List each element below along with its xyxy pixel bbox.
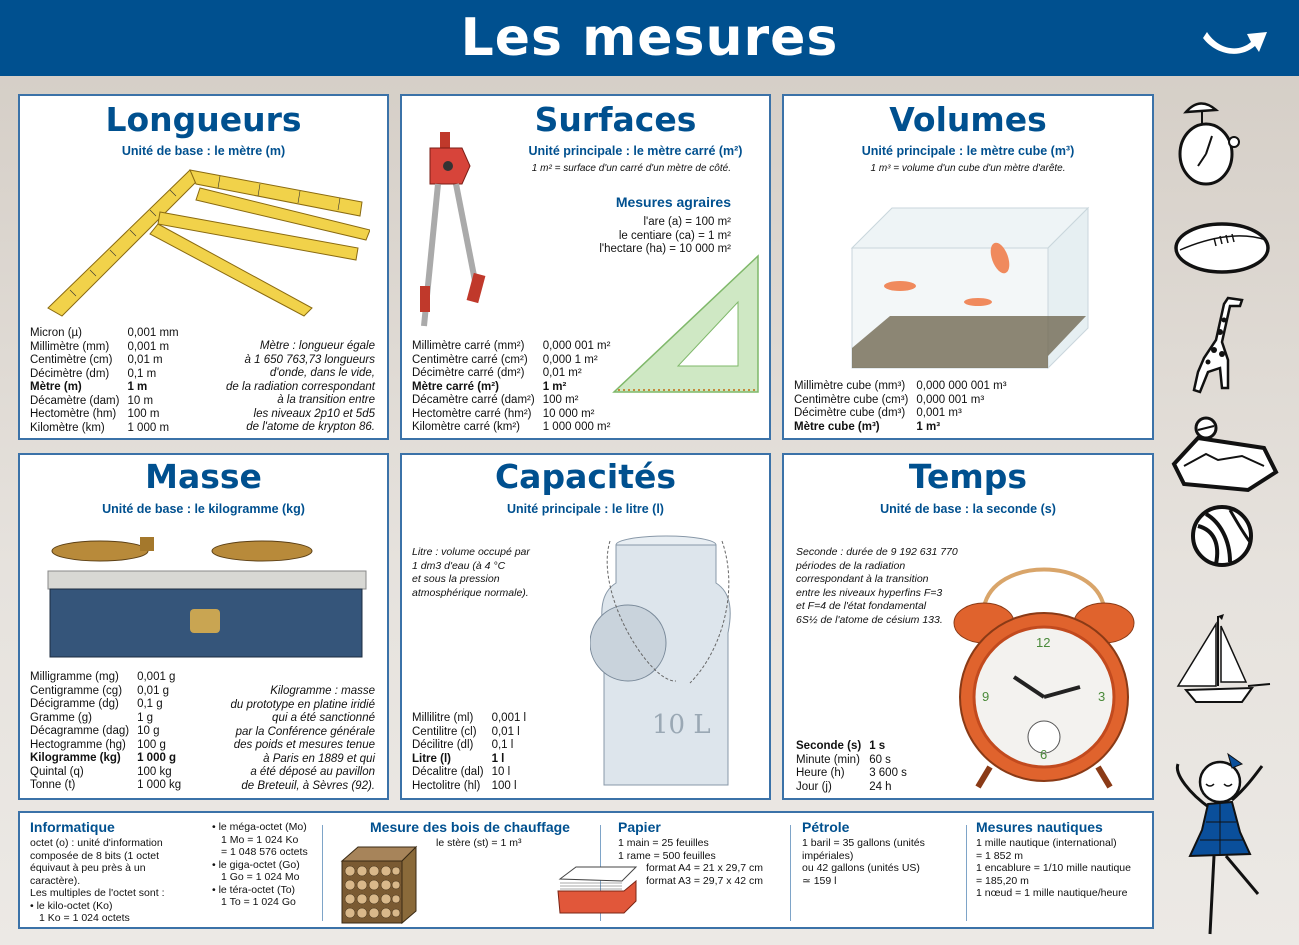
- text-line: et F=4 de l'état fondamental: [796, 600, 927, 612]
- set-square-illustration: [612, 254, 762, 394]
- unit-row: [412, 712, 526, 726]
- text-line: à la transition entre: [277, 394, 375, 406]
- text-line: l'are (a) = 100 m²: [643, 216, 731, 228]
- unit-name: Kilomètre (km): [30, 421, 105, 434]
- unit-value: 10 000 m²: [542, 407, 595, 420]
- unit-row: [796, 767, 907, 781]
- text-line: les niveaux 2p10 et 5d5: [253, 407, 375, 420]
- panel-masse: [18, 453, 389, 800]
- text-line: atmosphérique normale).: [412, 586, 529, 599]
- octet-multiple-label: • le kilo-octet (Ko): [30, 899, 113, 912]
- curved-arrow-right-icon[interactable]: [1203, 18, 1271, 60]
- unit-name: Milligramme (mg): [30, 671, 119, 683]
- nautiques-lines: [976, 837, 1131, 900]
- unit-name: Mètre carré (m²): [412, 380, 499, 393]
- panel-title: Volumes: [889, 100, 1047, 139]
- seconde-definition: [796, 546, 958, 627]
- unit-value: 0,1 g: [137, 698, 163, 710]
- unit-row: [796, 740, 907, 754]
- unit-value: 0,000 000 001 m³: [916, 380, 1007, 392]
- text-line: a été déposé au pavillon: [250, 766, 375, 778]
- alarm-clock-illustration: [944, 547, 1144, 797]
- unit-value: 1 s: [869, 740, 886, 752]
- unit-name: Seconde (s): [796, 740, 862, 752]
- octet-multiple-value: 1 To = 1 024 Go: [221, 896, 296, 908]
- unit-row: [30, 685, 181, 699]
- unit-name: Millimètre cube (mm³): [794, 380, 906, 392]
- litre-definition: [412, 546, 530, 600]
- panel-title: Surfaces: [534, 100, 697, 139]
- unit-name: Kilomètre carré (km²): [412, 421, 520, 433]
- unit-row: [30, 752, 181, 766]
- text-line: = 185,20 m: [976, 874, 1029, 887]
- text-line: impériales): [802, 849, 854, 862]
- divider: [966, 825, 967, 921]
- unit-name: Décimètre carré (dm²): [412, 367, 525, 379]
- unit-row: [796, 754, 907, 768]
- section-petrole: [802, 819, 925, 887]
- unit-row: [412, 340, 610, 354]
- text-line: de la radiation correspondant: [226, 380, 375, 393]
- unit-value: 0,001 l: [491, 712, 527, 724]
- text-line: 6S½ de l'atome de césium 133.: [796, 613, 943, 626]
- papier-formats: [646, 862, 763, 887]
- panel-subtitle: Unité principale : le mètre cube (m³): [861, 144, 1075, 158]
- unit-name: Kilogramme (kg): [30, 752, 121, 764]
- volumes-unit-table: [794, 380, 1007, 434]
- unit-value: 0,000 1 m²: [542, 353, 598, 366]
- panel-capacites: [400, 453, 771, 800]
- unit-row: [30, 725, 181, 739]
- unit-row: [30, 327, 179, 341]
- unit-value: 0,01 l: [491, 725, 520, 738]
- petrole-lines: [802, 837, 925, 887]
- unit-value: 0,001 mm: [127, 327, 179, 339]
- unit-name: Millimètre carré (mm²): [412, 340, 525, 352]
- octet-multiple-value: 1 Go = 1 024 Mo: [221, 871, 300, 883]
- divider: [322, 825, 323, 921]
- unit-value: 1 000 g: [137, 752, 177, 764]
- svg-text:3: 3: [1098, 689, 1106, 704]
- milk-can-illustration: [590, 533, 740, 795]
- text-line: le centiare (ca) = 1 m²: [618, 229, 731, 242]
- unit-value: 10 g: [137, 725, 160, 737]
- informatique-multiples: [212, 821, 308, 925]
- m3-definition: 1 m³ = volume d'un cube d'un mètre d'arête.: [870, 163, 1066, 174]
- unit-name: Millimètre (mm): [30, 340, 110, 353]
- text-line: à Paris en 1889 et qui: [263, 752, 375, 765]
- unit-value: 10 l: [491, 766, 511, 778]
- volleyball-doodle-icon: [1190, 504, 1254, 568]
- unit-name: Centimètre carré (cm²): [412, 353, 528, 366]
- rugby-ball-doodle-icon: [1172, 220, 1272, 276]
- unit-value: 0,01 m: [127, 354, 163, 366]
- panel-subtitle: Unité de base : le mètre (m): [121, 144, 286, 158]
- svg-text:10 L: 10 L: [652, 710, 711, 740]
- panel-surfaces: [400, 94, 771, 440]
- text-line: de l'atome de krypton 86.: [246, 421, 375, 433]
- panel-title: Masse: [145, 457, 262, 496]
- unit-value: 1 m: [127, 381, 148, 393]
- unit-name: Hectogramme (hg): [30, 738, 126, 751]
- metre-definition: [226, 340, 375, 435]
- unit-value: 0,000 001 m³: [916, 393, 985, 406]
- text-line: entre les niveaux hyperfins F=3: [796, 586, 943, 599]
- unit-value: 1 m³: [916, 420, 941, 433]
- unit-value: 0,1 l: [491, 739, 514, 751]
- unit-row: [30, 341, 179, 355]
- text-line: 1 dm3 d'eau (à 4 °C: [412, 559, 506, 572]
- unit-name: Décilitre (dl): [412, 739, 474, 751]
- unit-value: 0,1 m: [127, 367, 157, 380]
- side-doodles: [1162, 80, 1299, 945]
- unit-name: Décagramme (dag): [30, 725, 130, 737]
- compass-illustration: [412, 126, 492, 336]
- unit-name: Décimètre (dm): [30, 367, 110, 380]
- unit-row: [30, 381, 179, 395]
- text-line: = 1 852 m: [976, 849, 1023, 862]
- unit-row: [412, 421, 610, 435]
- unit-row: [412, 780, 526, 794]
- text-line: 1 rame = 500 feuilles: [618, 849, 716, 862]
- text-line: 1 main = 25 feuilles: [618, 837, 709, 849]
- unit-name: Hectomètre carré (hm²): [412, 407, 532, 420]
- panel-volumes: [782, 94, 1154, 440]
- unit-name: Décalitre (dal): [412, 766, 484, 778]
- text-line: octet (o) : unité d'information: [30, 837, 163, 849]
- unit-name: Hectolitre (hl): [412, 779, 481, 792]
- surfaces-unit-table: [412, 340, 610, 435]
- unit-name: Décigramme (dg): [30, 698, 119, 710]
- unit-value: 0,001 m³: [916, 407, 962, 419]
- section-mesures-nautiques: [976, 819, 1131, 900]
- unit-name: Quintal (q): [30, 765, 84, 778]
- panel-subtitle: Unité principale : le mètre carré (m²): [528, 144, 743, 158]
- panel-title: Temps: [908, 457, 1028, 496]
- unit-name: Mètre cube (m³): [794, 420, 880, 433]
- papier-lines: [618, 837, 763, 862]
- unit-name: Tonne (t): [30, 779, 76, 791]
- unit-row: [412, 381, 610, 395]
- panel-temps: [782, 453, 1154, 800]
- text-line: Kilogramme : masse: [270, 685, 375, 697]
- woodpile-illustration: [338, 845, 418, 925]
- unit-row: [412, 354, 610, 368]
- fish-tank-illustration: [850, 206, 1090, 370]
- octet-multiple-value: 1 Ko = 1 024 octets: [39, 912, 130, 924]
- bois-stere: le stère (st) = 1 m³: [436, 837, 522, 849]
- unit-row: [794, 407, 1007, 421]
- page-title: Les mesures: [460, 8, 839, 68]
- unit-name: Centilitre (cl): [412, 725, 477, 738]
- unit-row: [30, 354, 179, 368]
- text-line: Les multiples de l'octet sont :: [30, 887, 165, 899]
- giraffe-doodle-icon: [1188, 292, 1248, 396]
- unit-name: Centigramme (cg): [30, 684, 123, 697]
- octet-multiple-label: • le giga-octet (Go): [212, 858, 300, 871]
- unit-name: Minute (min): [796, 753, 860, 766]
- unit-row: [412, 367, 610, 381]
- octet-multiple: [212, 859, 308, 884]
- octet-multiple-label: • le méga-octet (Mo): [212, 821, 307, 833]
- text-line: des poids et mesures tenue: [233, 739, 375, 751]
- divider: [790, 825, 791, 921]
- svg-text:6: 6: [1040, 747, 1048, 762]
- text-line: format A4 = 21 x 29,7 cm: [646, 862, 764, 874]
- section-bois-chauffage: [370, 819, 570, 850]
- unit-value: 0,01 g: [137, 684, 170, 697]
- unit-row: [30, 779, 181, 793]
- svg-text:12: 12: [1036, 635, 1051, 650]
- text-line: qui a été sanctionné: [272, 712, 375, 724]
- section-informatique: [30, 819, 308, 925]
- panel-title: Capacités: [494, 457, 677, 496]
- panel-longueurs: [18, 94, 389, 440]
- text-line: Seconde : durée de 9 192 631 770: [796, 546, 958, 558]
- unit-row: [412, 766, 526, 780]
- text-line: caractère).: [30, 874, 81, 887]
- panel-subtitle: Unité de base : la seconde (s): [880, 502, 1056, 516]
- unit-value: 1 000 kg: [137, 779, 182, 791]
- panel-subtitle: Unité de base : le kilogramme (kg): [102, 502, 305, 516]
- octet-multiple-value: = 1 048 576 octets: [221, 846, 308, 858]
- unit-value: 1 000 000 m²: [542, 421, 611, 433]
- unit-row: [412, 753, 526, 767]
- text-line: de Breteuil, à Sèvres (92).: [241, 779, 375, 792]
- kilogramme-definition: [231, 685, 376, 793]
- petrole-title: Pétrole: [802, 819, 850, 835]
- unit-value: 10 m: [127, 394, 154, 407]
- unit-row: [412, 408, 610, 422]
- panel-subtitle: Unité principale : le litre (l): [507, 502, 664, 516]
- unit-value: 100 m: [127, 408, 160, 420]
- unit-name: Décamètre carré (dam²): [412, 394, 535, 406]
- informatique-intro: [30, 837, 198, 925]
- unit-row: [30, 368, 179, 382]
- text-line: et sous la pression: [412, 573, 500, 585]
- text-line: d'onde, dans le vide,: [269, 367, 375, 379]
- svg-text:9: 9: [982, 689, 990, 704]
- text-line: l'hectare (ha) = 10 000 m²: [599, 243, 731, 255]
- papier-title: Papier: [618, 819, 661, 835]
- unit-name: Jour (j): [796, 780, 832, 793]
- unit-value: 0,01 m²: [542, 367, 582, 379]
- panel-title: Longueurs: [105, 100, 302, 139]
- unit-value: 0,000 001 m²: [542, 340, 611, 352]
- text-line: par la Conférence générale: [235, 725, 375, 738]
- unit-name: Heure (h): [796, 767, 845, 779]
- octet-multiple: [30, 900, 198, 925]
- mesures-agraires-title: Mesures agraires: [615, 194, 731, 210]
- unit-row: [794, 421, 1007, 435]
- octet-multiple-value: 1 Mo = 1 024 Ko: [221, 833, 299, 846]
- text-line: à 1 650 763,73 longueurs: [244, 353, 375, 366]
- unit-value: 3 600 s: [869, 767, 907, 779]
- text-line: 1 baril = 35 gallons (unités: [802, 837, 925, 849]
- masse-unit-table: [30, 671, 181, 793]
- unit-value: 100 kg: [137, 765, 172, 778]
- unit-row: [412, 739, 526, 753]
- unit-name: Décimètre cube (dm³): [794, 407, 906, 419]
- text-line: ≃ 159 l: [802, 874, 837, 887]
- bottom-info-strip: [18, 811, 1154, 929]
- unit-name: Centimètre cube (cm³): [794, 393, 909, 406]
- unit-row: [30, 739, 181, 753]
- unit-row: [30, 698, 181, 712]
- informatique-title: Informatique: [30, 819, 115, 835]
- text-line: format A3 = 29,7 x 42 cm: [646, 874, 764, 887]
- unit-value: 100 l: [491, 779, 517, 792]
- unit-name: Micron (µ): [30, 327, 82, 339]
- capacites-unit-table: [412, 712, 526, 793]
- mesures-agraires-list: [599, 216, 731, 257]
- unit-value: 100 g: [137, 738, 166, 751]
- octet-multiple: [212, 884, 308, 909]
- text-line: correspondant à la transition: [796, 573, 929, 585]
- unit-row: [796, 781, 907, 795]
- dancing-girl-doodle-icon: [1170, 744, 1270, 940]
- unit-value: 0,001 g: [137, 671, 176, 683]
- alarm-clock-doodle-icon: [1176, 92, 1242, 192]
- folding-ruler-illustration: [40, 160, 370, 320]
- unit-value: 1 g: [137, 711, 154, 724]
- unit-value: 1 000 m: [127, 421, 170, 434]
- unit-name: Litre (l): [412, 752, 451, 765]
- unit-row: [30, 395, 179, 409]
- unit-name: Millilitre (ml): [412, 712, 474, 724]
- text-line: 1 nœud = 1 mille nautique/heure: [976, 887, 1128, 899]
- sailboat-doodle-icon: [1174, 610, 1274, 706]
- bois-title: Mesure des bois de chauffage: [370, 819, 570, 835]
- unit-row: [30, 671, 181, 685]
- text-line: 1 mille nautique (international): [976, 837, 1117, 849]
- text-line: équivaut à peu près à un: [30, 862, 146, 874]
- section-papier: [618, 819, 763, 887]
- text-line: 1 encablure = 1/10 mille nautique: [976, 862, 1131, 874]
- unit-value: 1 m²: [542, 380, 567, 393]
- text-line: Litre : volume occupé par: [412, 546, 530, 558]
- unit-value: 0,001 m: [127, 340, 170, 353]
- unit-name: Hectomètre (hm): [30, 408, 117, 420]
- unit-row: [412, 726, 526, 740]
- m2-definition: 1 m² = surface d'un carré d'un mètre de côté.: [531, 163, 731, 174]
- unit-row: [30, 408, 179, 422]
- text-line: ou 42 gallons (unités US): [802, 862, 920, 874]
- unit-name: Mètre (m): [30, 381, 82, 393]
- unit-row: [794, 380, 1007, 394]
- nautiques-title: Mesures nautiques: [976, 819, 1103, 835]
- text-line: Mètre : longueur égale: [259, 340, 375, 352]
- longueurs-unit-table: [30, 327, 179, 435]
- unit-value: 100 m²: [542, 394, 579, 406]
- text-line: périodes de la radiation: [796, 559, 906, 572]
- suitcase-doodle-icon: [1168, 414, 1280, 494]
- header-bar: [0, 0, 1299, 76]
- unit-value: 60 s: [869, 753, 891, 766]
- unit-row: [412, 394, 610, 408]
- unit-value: 1 l: [491, 752, 505, 765]
- unit-row: [794, 394, 1007, 408]
- unit-name: Centimètre (cm): [30, 354, 113, 366]
- unit-name: Gramme (g): [30, 711, 92, 724]
- octet-multiple: [212, 821, 308, 859]
- octet-multiple-label: • le téra-octet (To): [212, 883, 296, 896]
- temps-unit-table: [796, 740, 907, 794]
- unit-row: [30, 422, 179, 436]
- unit-row: [30, 766, 181, 780]
- text-line: du prototype en platine iridié: [230, 698, 375, 711]
- unit-name: Décamètre (dam): [30, 394, 120, 407]
- text-line: composée de 8 bits (1 octet: [30, 849, 159, 862]
- unit-value: 24 h: [869, 780, 892, 793]
- unit-row: [30, 712, 181, 726]
- balance-scale-illustration: [40, 529, 370, 663]
